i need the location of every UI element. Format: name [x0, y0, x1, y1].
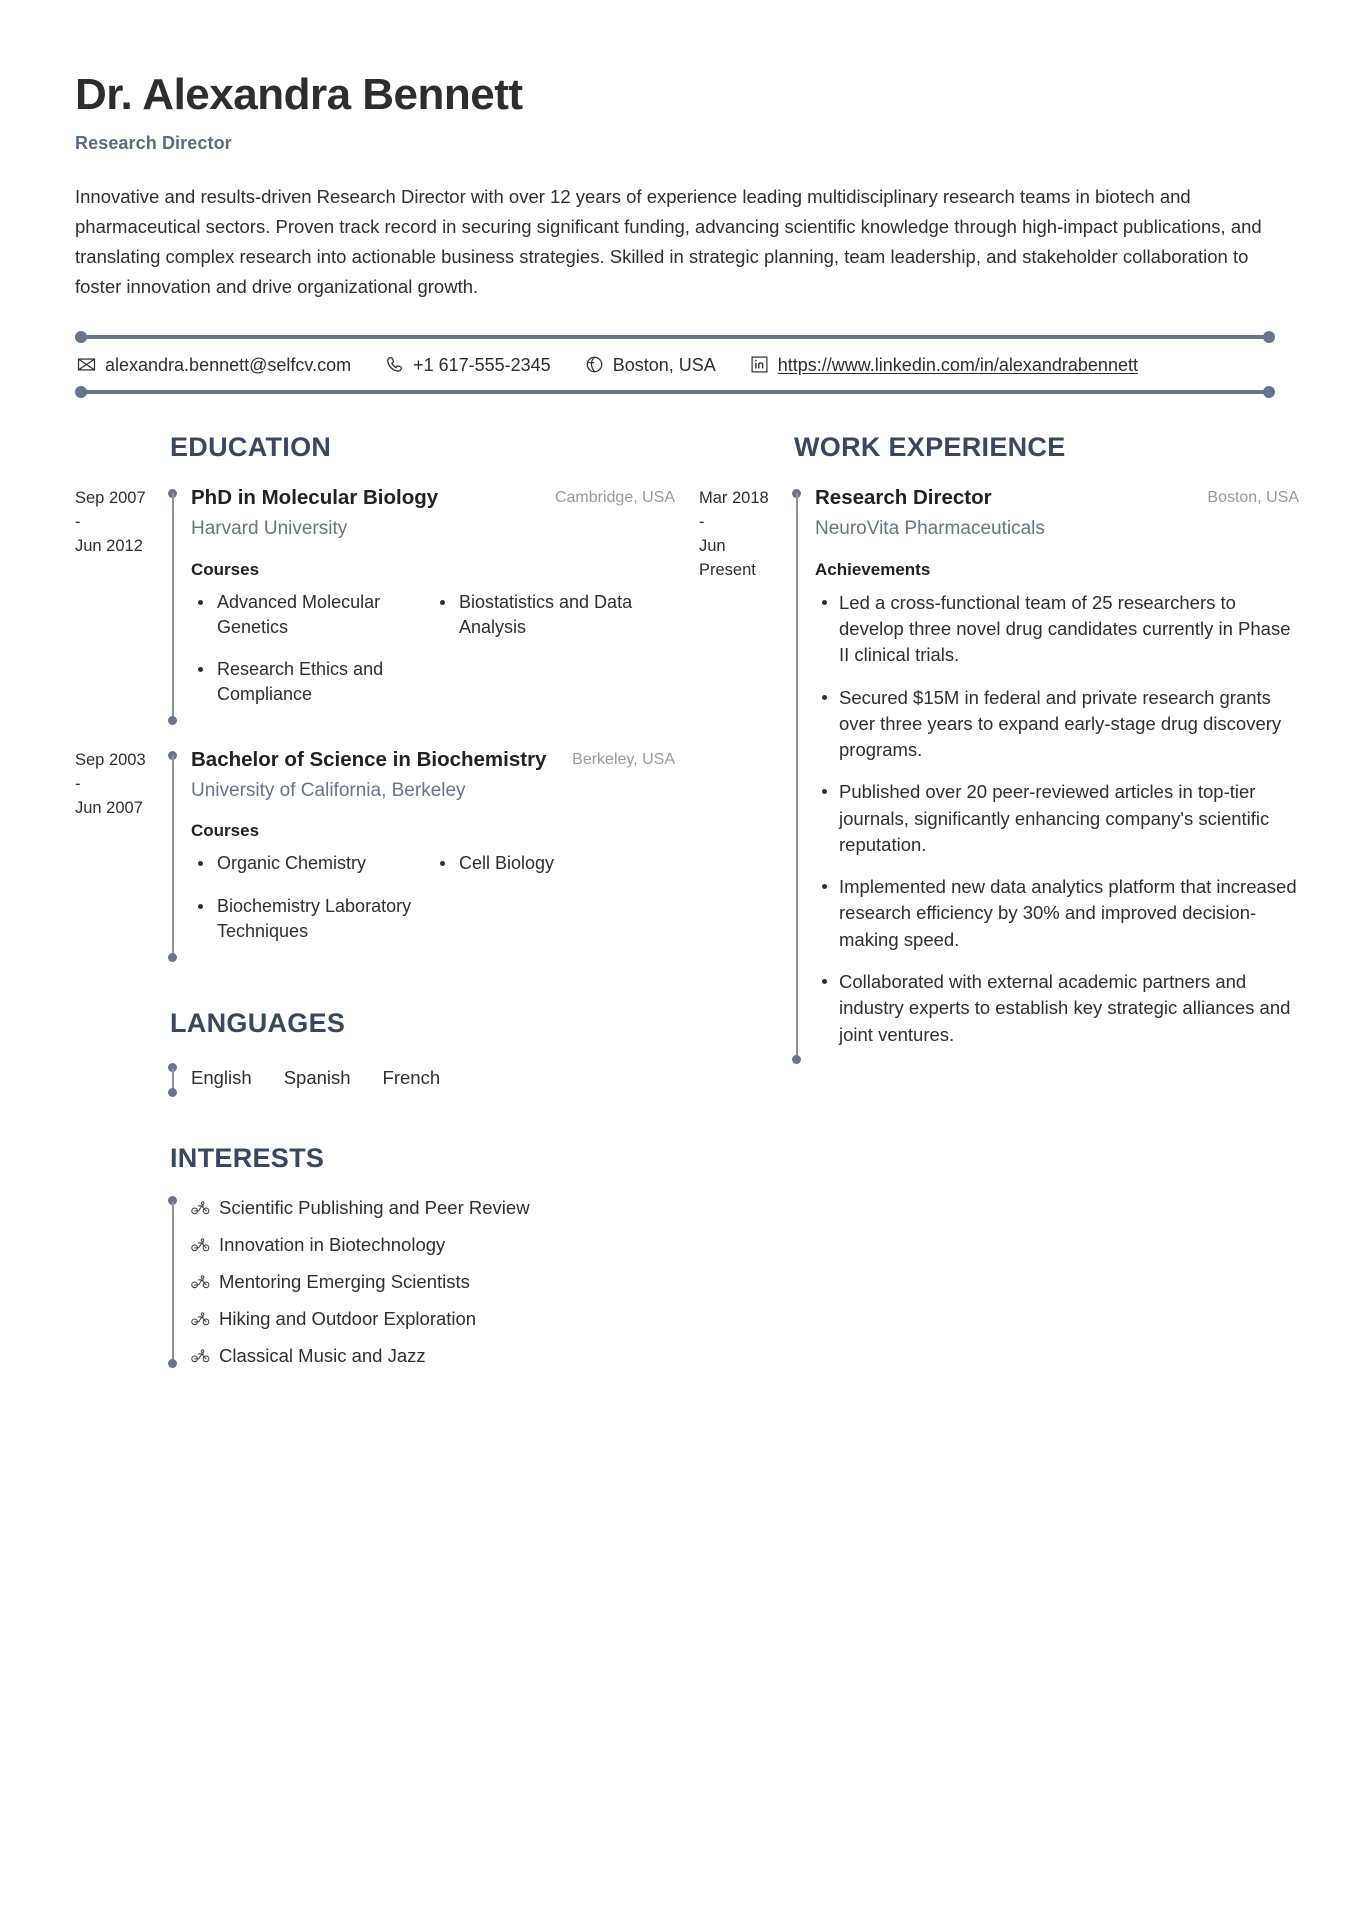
work-heading: WORK EXPERIENCE [794, 432, 1066, 463]
globe-pin-icon [585, 355, 604, 374]
timeline-dot-bottom [168, 1359, 177, 1368]
envelope-icon [77, 355, 96, 374]
work-entry-body [815, 485, 1299, 1063]
candidate-name: Dr. Alexandra Bennett [75, 70, 523, 119]
work-start-date: Mar 2018 [699, 489, 769, 508]
contact-email[interactable] [77, 355, 351, 374]
work-section [699, 432, 1299, 1063]
achievement-item: Led a cross-functional team of 25 researchers to develop three novel drug candidates currently in Phase II clinical trials. [815, 590, 1299, 669]
work-dates [699, 485, 787, 1063]
languages-row [75, 1063, 675, 1097]
phone-icon [385, 355, 404, 374]
degree-title: Bachelor of Science in Biochemistry [191, 748, 547, 772]
languages-list [191, 1063, 440, 1097]
contact-row [75, 339, 1275, 390]
interest-item [191, 1307, 530, 1331]
timeline-dot-bottom [168, 716, 177, 725]
language-item: French [382, 1066, 441, 1088]
contact-location-text: Boston, USA [612, 354, 716, 375]
professional-summary: Innovative and results-driven Research Director with over 12 years of experience leading multidisciplinary research teams in biotech and pharmaceutical sectors. Proven track record in securing significant funding, advancing scientific knowledge through high-impact publications, and translating complex research into actionable business strategies. Skilled in strategic planning, team leadership, and stakeholder collaboration to foster innovation and drive organizational growth. [75, 185, 1262, 297]
interest-item [191, 1233, 530, 1257]
languages-section [75, 1008, 675, 1097]
courses-label: Courses [191, 821, 260, 841]
courses-column-left [191, 590, 433, 725]
job-title: Research Director [815, 486, 992, 510]
language-item: Spanish [283, 1066, 351, 1088]
education-entry-body [191, 485, 675, 725]
education-entry [75, 747, 675, 962]
achievement-item: Secured $15M in federal and private research grants over three years to expand early-stage drug discovery programs. [815, 685, 1299, 764]
work-entry-head [815, 485, 1299, 511]
achievement-item: Published over 20 peer-reviewed articles in top-tier journals, significantly enhancing company's scientific reputation. [815, 779, 1299, 858]
courses-grid [191, 851, 675, 961]
courses-column-right [433, 851, 675, 961]
bicycle-icon [191, 1275, 210, 1290]
achievements-label: Achievements [815, 559, 931, 579]
interest-item [191, 1344, 530, 1368]
interests-timeline-marker [168, 1196, 177, 1368]
interests-heading: INTERESTS [170, 1142, 325, 1173]
education-entry-body [191, 747, 675, 962]
interests-section [75, 1143, 675, 1368]
timeline-marker [168, 485, 177, 725]
education-entry [75, 485, 675, 725]
interest-label: Innovation in Biotechnology [219, 1233, 446, 1255]
education-entry-head [191, 485, 675, 511]
work-end-date-line1: Jun [699, 537, 726, 556]
interest-label: Classical Music and Jazz [219, 1345, 426, 1367]
candidate-role: Research Director [75, 132, 232, 153]
timeline-line [172, 1202, 174, 1362]
timeline-line [796, 493, 798, 1059]
timeline-marker [792, 485, 801, 1063]
course-item: Advanced Molecular Genetics [191, 590, 433, 640]
course-item: Organic Chemistry [191, 851, 433, 876]
timeline-line [172, 493, 174, 721]
course-item: Cell Biology [433, 851, 675, 876]
timeline-line [172, 755, 174, 958]
education-dates [75, 747, 163, 962]
courses-grid [191, 590, 675, 725]
interest-item [191, 1270, 530, 1294]
interest-label: Mentoring Emerging Scientists [219, 1270, 470, 1292]
timeline-marker [168, 747, 177, 962]
contact-top-rule [82, 335, 1268, 339]
edu-date-dash: - [75, 775, 81, 794]
edu-end-date: Jun 2007 [75, 798, 143, 817]
education-section [75, 432, 675, 961]
interest-label: Hiking and Outdoor Exploration [219, 1308, 477, 1330]
linkedin-icon [750, 355, 769, 374]
job-location: Boston, USA [1207, 489, 1299, 507]
bicycle-icon [191, 1200, 210, 1215]
contact-linkedin[interactable] [750, 355, 1138, 374]
contact-bottom-rule [82, 390, 1268, 394]
contact-phone[interactable] [385, 355, 551, 374]
interests-date-spacer [75, 1196, 163, 1368]
education-dates [75, 485, 163, 725]
languages-timeline-marker [168, 1063, 177, 1097]
edu-end-date: Jun 2012 [75, 537, 143, 556]
header-block [75, 70, 1275, 301]
contact-linkedin-link[interactable]: https://www.linkedin.com/in/alexandrabennett [777, 354, 1138, 375]
edu-date-dash: - [75, 513, 81, 532]
bicycle-icon [191, 1312, 210, 1327]
language-item: English [191, 1066, 252, 1088]
degree-location: Berkeley, USA [572, 751, 675, 769]
achievement-item: Implemented new data analytics platform that increased research efficiency by 30% and improved decision-making speed. [815, 874, 1299, 953]
company-name: NeuroVita Pharmaceuticals [815, 518, 1045, 540]
timeline-dot-bottom [168, 1088, 177, 1097]
timeline-dot-bottom [168, 953, 177, 962]
contact-location[interactable] [585, 355, 716, 374]
institution-name: Harvard University [191, 518, 348, 540]
work-entry [699, 485, 1299, 1063]
left-column [75, 432, 675, 1368]
course-item: Biochemistry Laboratory Techniques [191, 894, 433, 944]
languages-heading: LANGUAGES [170, 1007, 346, 1038]
courses-label: Courses [191, 559, 260, 579]
languages-date-spacer [75, 1063, 163, 1097]
education-heading: EDUCATION [170, 432, 332, 463]
edu-start-date: Sep 2003 [75, 751, 146, 770]
bicycle-icon [191, 1349, 210, 1364]
courses-column-left [191, 851, 433, 961]
work-end-date-line2: Present [699, 561, 756, 580]
institution-name: University of California, Berkeley [191, 779, 466, 801]
degree-location: Cambridge, USA [554, 489, 675, 507]
degree-title: PhD in Molecular Biology [191, 486, 439, 510]
interests-row [75, 1196, 675, 1368]
course-item: Research Ethics and Compliance [191, 657, 433, 707]
education-entry-head [191, 747, 675, 773]
interest-item [191, 1196, 530, 1220]
edu-start-date: Sep 2007 [75, 489, 146, 508]
contact-bar [75, 335, 1275, 394]
contact-email-text: alexandra.bennett@selfcv.com [105, 354, 352, 375]
contact-phone-text: +1 617-555-2345 [413, 354, 551, 375]
work-date-dash: - [699, 513, 705, 532]
course-item: Biostatistics and Data Analysis [433, 590, 675, 640]
bicycle-icon [191, 1237, 210, 1252]
interests-list [191, 1196, 530, 1368]
timeline-dot-bottom [792, 1055, 801, 1064]
right-column [699, 432, 1299, 1063]
content-columns [75, 432, 1299, 1368]
achievement-item: Collaborated with external academic partners and industry experts to establish key strategic alliances and joint ventures. [815, 969, 1299, 1048]
achievements-list [815, 590, 1299, 1048]
interest-label: Scientific Publishing and Peer Review [219, 1196, 530, 1218]
courses-column-right [433, 590, 675, 725]
